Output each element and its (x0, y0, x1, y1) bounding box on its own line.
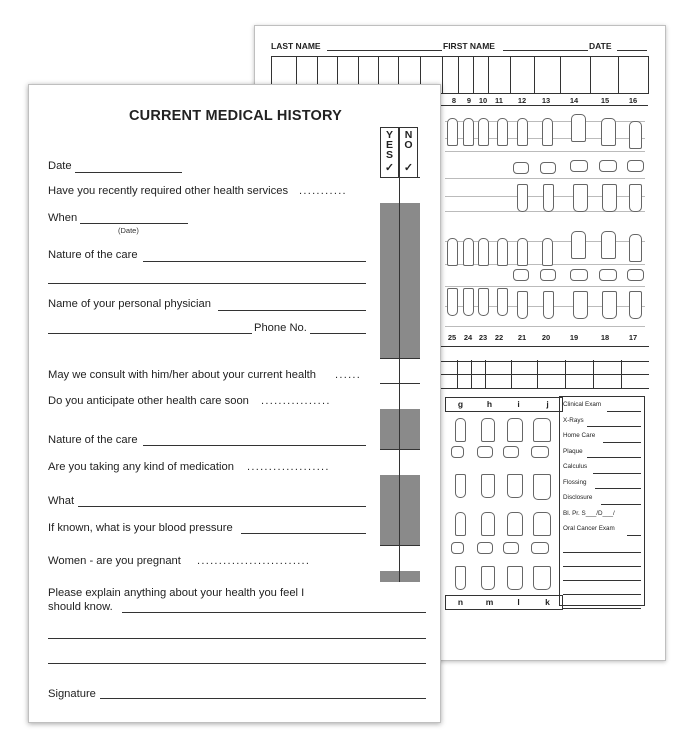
physician-field[interactable] (218, 310, 366, 311)
tooth-number: 13 (541, 96, 551, 105)
tooth-number: 11 (495, 96, 503, 105)
no-check-icon: ✓ (403, 162, 414, 174)
tooth-number: 18 (600, 333, 610, 342)
primary-upper-letters (445, 397, 563, 412)
primary-lower-letters (445, 595, 563, 610)
explain-label-line1: Please explain anything about your health you feel I (48, 587, 305, 599)
pregnant-checkbox[interactable] (380, 545, 420, 572)
what-label: What (48, 495, 75, 507)
consult-question: May we consult with him/her about your current health (48, 369, 317, 381)
letter: m (485, 597, 494, 607)
tooth-number: 16 (628, 96, 638, 105)
explain-field-2[interactable] (48, 638, 426, 639)
tooth-number: 10 (478, 96, 488, 105)
form-title: CURRENT MEDICAL HISTORY (129, 108, 342, 124)
first-name-line[interactable] (503, 50, 588, 51)
tooth-number: 19 (569, 333, 579, 342)
physician-label: Name of your personal physician (48, 298, 211, 310)
anticipate-checkbox[interactable] (380, 383, 420, 410)
tooth-number: 20 (541, 333, 551, 342)
shaded-area (380, 571, 420, 582)
dot-leader: ........... (299, 185, 347, 197)
medication-question: Are you taking any kind of medication (48, 461, 234, 473)
first-name-label: FIRST NAME (443, 41, 495, 51)
letter: n (457, 597, 464, 607)
tooth-number: 17 (628, 333, 638, 342)
lower-chart-grid (441, 360, 649, 389)
signature-label: Signature (48, 688, 96, 700)
tooth-number: 22 (494, 333, 504, 342)
tooth-number: 21 (517, 333, 527, 342)
nature-of-care-field-3[interactable] (143, 445, 366, 446)
last-name-line[interactable] (327, 50, 442, 51)
clinical-item[interactable]: Disclosure (563, 494, 641, 510)
clinical-item[interactable]: Oral Cancer Exam (563, 525, 641, 541)
date-label: Date (48, 160, 72, 172)
tooth-number: 12 (517, 96, 527, 105)
tooth-number: 9 (466, 96, 472, 105)
explain-label-line2: should know. (48, 601, 113, 613)
nature-of-care-label: Nature of the care (48, 249, 138, 261)
letter: h (486, 399, 493, 409)
letter: i (517, 399, 520, 409)
dot-leader: .......................... (197, 555, 311, 567)
phone-label: Phone No. (254, 322, 307, 334)
nature-of-care-label-2: Nature of the care (48, 434, 138, 446)
clinical-item[interactable]: Plaque (563, 448, 641, 464)
shaded-area (380, 409, 420, 449)
medical-history-sheet (28, 84, 441, 723)
clinical-item[interactable]: X-Rays (563, 417, 641, 433)
consult-checkbox[interactable] (380, 358, 420, 384)
yes-no-column (380, 127, 420, 582)
dot-leader: ................ (261, 395, 331, 407)
nature-of-care-field-2[interactable] (48, 283, 366, 284)
pregnant-question: Women - are you pregnant (48, 555, 181, 567)
date-line-back[interactable] (617, 50, 647, 51)
dot-leader: ...... (335, 369, 362, 381)
last-name-label: LAST NAME (271, 41, 321, 51)
medication-checkbox[interactable] (380, 449, 420, 476)
what-field[interactable] (78, 506, 366, 507)
no-header: N O (404, 129, 413, 151)
phone-field[interactable] (310, 333, 366, 334)
clinical-item[interactable]: Flossing (563, 479, 641, 495)
yes-header: Y E S (385, 129, 393, 161)
letter: g (457, 399, 464, 409)
letter: l (517, 597, 520, 607)
letter: j (546, 399, 549, 409)
blood-pressure-field[interactable] (241, 533, 366, 534)
blood-pressure-question: If known, what is your blood pressure (48, 522, 233, 534)
tooth-number: 23 (478, 333, 488, 342)
clinical-notes-box (559, 396, 645, 606)
signature-field[interactable] (100, 698, 426, 699)
when-field[interactable] (80, 223, 188, 224)
explain-field-3[interactable] (48, 663, 426, 664)
physician-address-field[interactable] (48, 333, 252, 334)
shaded-area (380, 203, 420, 358)
dot-leader: ................... (247, 461, 330, 473)
nature-of-care-field[interactable] (143, 261, 366, 262)
recent-services-checkbox[interactable] (380, 177, 420, 204)
tooth-number: 14 (569, 96, 579, 105)
tooth-number: 8 (451, 96, 457, 105)
anticipate-question: Do you anticipate other health care soon (48, 395, 249, 407)
date-field[interactable] (75, 172, 182, 173)
clinical-item[interactable]: Calculus (563, 463, 641, 479)
explain-field[interactable] (122, 612, 426, 613)
letter: k (545, 597, 550, 607)
tooth-number: 25 (447, 333, 457, 342)
shaded-area (380, 475, 420, 545)
date-label-back: DATE (589, 41, 612, 51)
date-sublabel: (Date) (118, 226, 139, 235)
tooth-number: 24 (463, 333, 473, 342)
chart-header (271, 41, 649, 55)
clinical-item[interactable]: Bl. Pr. S___/D___/ (563, 509, 615, 517)
clinical-item[interactable]: Clinical Exam (563, 401, 641, 417)
clinical-item[interactable]: Home Care (563, 432, 641, 448)
recent-services-question: Have you recently required other health services (48, 185, 289, 197)
yes-check-icon: ✓ (384, 162, 395, 174)
when-label: When (48, 212, 78, 224)
tooth-number: 15 (600, 96, 610, 105)
